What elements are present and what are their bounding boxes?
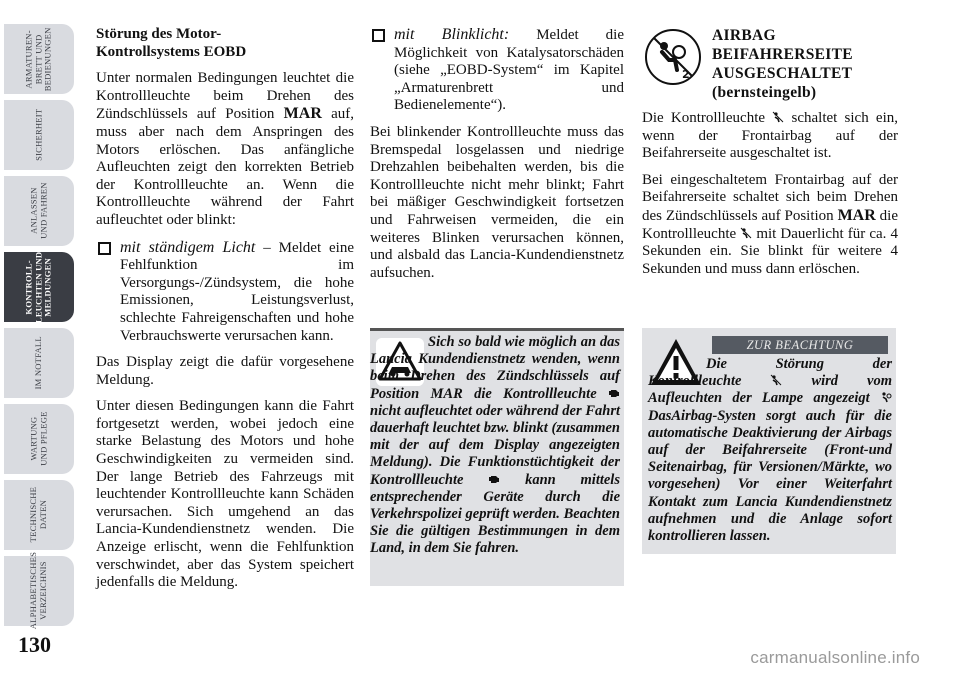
tab-label: TECHNISCHE DATEN: [28, 487, 48, 543]
bullet-item: [96, 239, 354, 346]
tab-label: ALPHABETISCHES VERZEICHNIS: [28, 552, 49, 630]
bullet-item: [370, 26, 624, 115]
airbag-off-icon: [770, 374, 782, 386]
paragraph: [642, 110, 898, 163]
divider: [370, 328, 624, 331]
airbag-title: AIRBAG BEIFAHRERSEITE AUSGESCHALTET (bernsteingelb): [712, 27, 853, 101]
svg-text:2: 2: [682, 68, 690, 81]
section-heading: Störung des Motor- Kontrollsystems EOBD: [96, 26, 247, 60]
text: DasAirbag-Systen sorgt auch für die automatische Deaktivierung der Airbags auf der Beifahrerseite (Front-und Seitenairbag, für Versionen/Märkte, wo vorgesehen) Vor einer Weiterfahrt Kontakt zum Lancia Kundendienstnetz aufnehmen und die Anlage sofort kontrollieren lassen.: [648, 407, 892, 545]
tab-label: WARTUNG UND PFLEGE: [28, 411, 48, 467]
text: die Kontrollleuchte: [642, 207, 898, 242]
airbag-off-icon: [772, 111, 784, 123]
text: Bei eingeschaltetem Frontairbag auf der Beifahrerseite schaltet sich beim Drehen des Zündschlüssels auf Position: [642, 171, 898, 224]
tab-notfall[interactable]: [4, 328, 74, 398]
text: kann mittels entsprechender Geräte durch die Verkehrspolizei geprüft werden. Beachten Sie die gültigen Bestimmungen in dem Land, in dem Sie fahren.: [370, 471, 620, 557]
paragraph: Unter diesen Bedingungen kann die Fahrt fortgesetzt werden, wobei jedoch eine starke Belastung des Motors und hohe Geschwindigkeiten zu vermeiden sind. Der lange Betrieb des Fahrzeugs mit leuchtender Kontrollleuchte kann Schäden verursachen. Sich umgehend an das Lancia-Kundendienstnetz wenden. Die Anzeige erlischt, wenn die Fehlfunktion verschwindet, aber das System speichert jedenfalls die Meldung.: [96, 398, 354, 591]
key-position: MAR: [837, 206, 876, 224]
airbag-off-icon: [642, 26, 704, 88]
text: Sich so bald wie möglich an das Lancia Kundendienstnetz wenden, wenn beim Drehen des Zündschlüssels auf Position MAR die Kontrollleuchte: [370, 334, 620, 402]
text: – Meldet eine Fehlfunktion im Versorgungs-/Zündsystem, die hohe Emissionen, Leistungsverlust, schlechte Fahreigenschaften und hohe Verbrauchswerte verursachen kann.: [120, 239, 354, 344]
key-position: MAR: [283, 105, 322, 123]
tab-label: ARMATUREN- BRETT UND BEDIENUNGEN: [23, 27, 53, 91]
warning-text: [648, 356, 892, 545]
watermark: carmanualsonline.info: [750, 648, 920, 667]
column-2: [370, 26, 624, 291]
tab-verzeichnis[interactable]: [4, 552, 74, 630]
paragraph: [642, 172, 898, 279]
airbag-off-icon: [740, 227, 752, 239]
column-1: [96, 26, 354, 601]
chapter-tabs: [0, 0, 76, 640]
warning-box-airbag: [642, 328, 896, 554]
bullet-emphasis: mit ständigem Licht: [120, 238, 256, 256]
text: Die Störung der Kontrollleuchte: [648, 356, 892, 390]
text: wird vom Aufleuchten der Lampe angezeigt: [648, 373, 892, 407]
paragraph: Bei blinkender Kontrollleuchte muss das Bremspedal losgelassen und niedrige Drehzahlen beibehalten werden, bis die Kontrollleuchte nicht mehr blinkt; Fahrt bei mäßiger Geschwindigkeit fortsetzen und Fahrweisen vermeiden, die ein weiteres Blinken verursachen können, und alsbald das Lancia-Kundendienstnetz aufsuchen.: [370, 123, 624, 281]
bullet-emphasis: mit Blinklicht:: [394, 26, 510, 43]
checkbox-icon: [98, 242, 111, 255]
note-label: ZUR BEACHTUNG: [712, 336, 888, 354]
page-number: 130: [18, 632, 51, 657]
engine-icon: [608, 387, 620, 399]
tab-anlassen[interactable]: [4, 176, 74, 246]
text: nicht aufleuchtet oder während der Fahrt dauerhaft leuchtet bzw. blinkt (zusammen mit der auf dem Display angezeigten Meldung). Die Funktionstüchtigkeit der Kontrollleuchte: [370, 402, 620, 488]
tab-technische-daten[interactable]: [4, 480, 74, 550]
tab-sicherheit[interactable]: [4, 100, 74, 170]
tab-armaturenbrett[interactable]: [4, 24, 74, 94]
text: schaltet sich ein, wenn der Frontairbag auf der Beifahrerseite ausgeschaltet ist.: [642, 110, 899, 162]
tab-label: SICHERHEIT: [33, 108, 44, 162]
text: Die Kontrollleuchte: [642, 110, 773, 126]
warning-text: [370, 334, 620, 558]
text: Meldet die Möglichkeit von Katalysatorschäden (siehe „EOBD-System“ im Kapitel „Armaturenbrett und Bedienelemente“).: [394, 27, 624, 114]
tab-label: ANLASSEN UND FAHREN: [28, 182, 48, 240]
text: auf, muss aber nach dem Anspringen des Motors erlöschen. Das anfängliche Aufleuchten zeigt den korrekten Betrieb der Kontrollleuchte an. Wenn die Kontrollleuchte während der Fahrt aufleuchtet oder blinkt:: [96, 106, 354, 228]
checkbox-icon: [372, 29, 385, 42]
column-3: [642, 26, 898, 287]
airbag-heading: [642, 26, 898, 102]
paragraph: [96, 70, 354, 229]
tab-wartung[interactable]: [4, 404, 74, 474]
tab-label: KONTROLL- LEUCHTEN UND MELDUNGEN: [23, 251, 53, 323]
text: mit Dauerlicht für ca. 4 Sekunden ein. Sie blinkt für weitere 4 Sekunden und muss dann erlöschen.: [642, 225, 898, 277]
text: Unter normalen Bedingungen leuchtet die Kontrollleuchte beim Drehen des Zündschlüssels auf Position: [96, 70, 354, 123]
warning-box-eobd: [370, 328, 624, 586]
engine-icon: [488, 473, 500, 485]
airbag-icon: [880, 391, 892, 403]
tab-label: IM NOTFALL: [33, 336, 44, 390]
tab-kontrollleuchten[interactable]: [4, 252, 74, 322]
paragraph: Das Display zeigt die dafür vorgesehene Meldung.: [96, 354, 354, 388]
